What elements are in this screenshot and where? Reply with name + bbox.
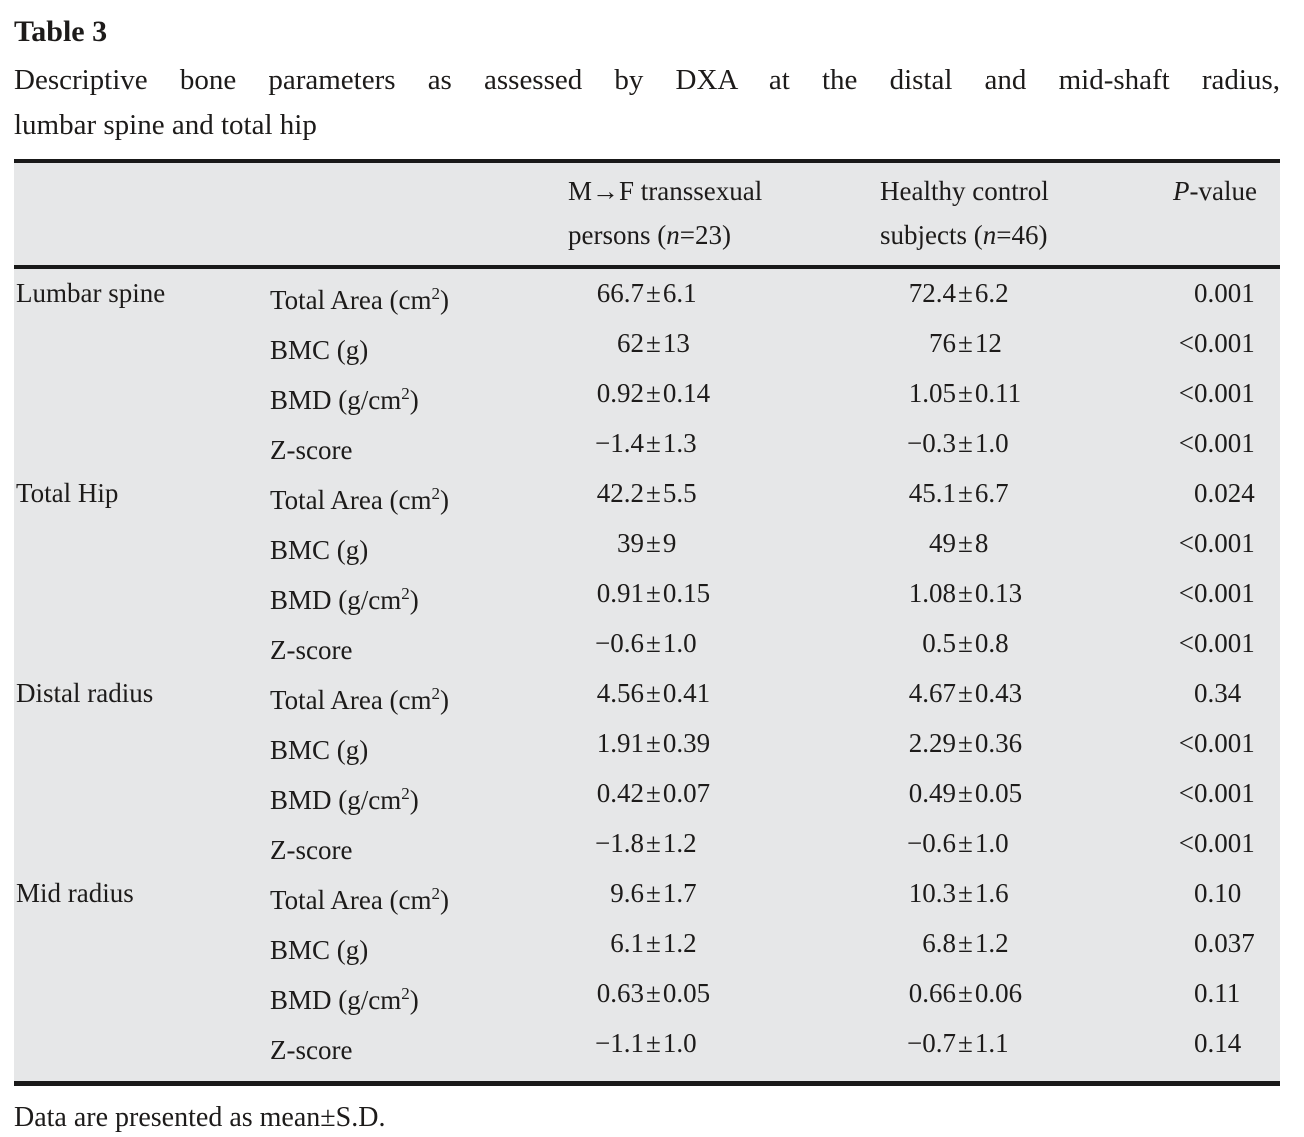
sd-value: 1.1 (974, 1028, 1009, 1058)
plus-minus-sign: ± (958, 528, 973, 558)
header-row (14, 161, 1280, 267)
parameter-text-close: ) (440, 685, 450, 715)
mean-value: 1.08 (908, 578, 956, 608)
parameter-cell (270, 672, 568, 722)
p-value: 0.001 (1194, 378, 1255, 408)
site-cell (14, 772, 270, 822)
plus-minus-sign: ± (646, 828, 661, 858)
sd-value: 1.3 (662, 428, 697, 458)
control-value-cell (880, 622, 1170, 672)
header-control-column (880, 161, 1170, 267)
mean-value: 62 (617, 328, 644, 358)
parameter-text: Z-score (270, 835, 353, 865)
parameter-cell (270, 422, 568, 472)
transsexual-value-cell (568, 722, 880, 772)
control-value-cell (880, 872, 1170, 922)
plus-minus-sign: ± (646, 728, 661, 758)
parameter-cell (270, 322, 568, 372)
sd-value: 8 (974, 528, 989, 558)
plus-minus-sign: ± (958, 578, 973, 608)
p-value: 0.001 (1194, 328, 1255, 358)
header-parameter-column (270, 161, 568, 267)
mean-value: 0.66 (908, 978, 956, 1008)
p-value: 0.001 (1194, 428, 1255, 458)
mean-value: 6.8 (922, 928, 956, 958)
parameter-cell (270, 822, 568, 872)
p-value-cell (1170, 322, 1280, 372)
sd-value: 1.2 (662, 828, 697, 858)
transsexual-value-cell (568, 972, 880, 1022)
site-cell: Mid radius (16, 878, 134, 908)
plus-minus-sign: ± (958, 628, 973, 658)
table-row (14, 772, 1280, 822)
less-than-sign: < (1178, 328, 1194, 358)
sd-value: 0.15 (662, 578, 711, 608)
sd-value: 0.06 (974, 978, 1023, 1008)
table-row (14, 822, 1280, 872)
site-cell (14, 1022, 270, 1084)
sd-value: 1.0 (662, 628, 697, 658)
table-header (14, 161, 1280, 267)
table-row (14, 1022, 1280, 1084)
control-value-cell (880, 972, 1170, 1022)
mean-value: −0.7 (907, 1028, 956, 1058)
sd-value: 0.41 (662, 678, 711, 708)
less-than-sign: < (1178, 528, 1194, 558)
p-value-cell (1170, 422, 1280, 472)
control-value-cell (880, 372, 1170, 422)
table-row (14, 722, 1280, 772)
header-pvalue-column (1170, 161, 1280, 267)
parameter-cell (270, 522, 568, 572)
header-control-line2 (880, 213, 1170, 257)
sd-value: 0.36 (974, 728, 1023, 758)
mean-value: 0.49 (908, 778, 956, 808)
p-value-cell (1170, 372, 1280, 422)
control-value-cell (880, 422, 1170, 472)
table-caption (14, 58, 1280, 148)
control-value-cell (880, 472, 1170, 522)
mean-value: 66.7 (596, 278, 644, 308)
parameter-cell (270, 267, 568, 322)
parameter-cell (270, 622, 568, 672)
table-row (14, 922, 1280, 972)
p-value-cell (1170, 922, 1280, 972)
header-text: -value (1189, 176, 1257, 206)
site-cell (14, 572, 270, 622)
plus-minus-sign: ± (646, 578, 661, 608)
table-caption-line1: Descriptive bone parameters as assessed by DXA at the distal and mid-shaft radius, (14, 64, 1280, 96)
mean-value: −0.6 (595, 628, 644, 658)
plus-minus-sign: ± (646, 678, 661, 708)
transsexual-value-cell (568, 922, 880, 972)
site-cell: Distal radius (16, 678, 154, 708)
sd-value: 0.07 (662, 778, 711, 808)
p-value: 0.001 (1194, 628, 1255, 658)
mean-value: −0.6 (907, 828, 956, 858)
p-value-cell (1170, 572, 1280, 622)
mean-value: −0.3 (907, 428, 956, 458)
sd-value: 1.0 (974, 428, 1009, 458)
table-row (14, 622, 1280, 672)
site-cell: Lumbar spine (16, 278, 166, 308)
parameter-text: BMD (g/cm (270, 385, 402, 415)
sd-value: 0.05 (662, 978, 711, 1008)
less-than-sign: < (1178, 578, 1194, 608)
header-control-line1: Healthy control (880, 176, 1049, 206)
p-value: 0.11 (1194, 978, 1241, 1008)
plus-minus-sign: ± (958, 878, 973, 908)
p-value-cell (1170, 822, 1280, 872)
control-value-cell (880, 522, 1170, 572)
table-row (14, 372, 1280, 422)
control-value-cell (880, 722, 1170, 772)
parameter-text-close: ) (409, 985, 419, 1015)
p-value-cell (1170, 772, 1280, 822)
plus-minus-sign: ± (646, 478, 661, 508)
sd-value: 0.8 (974, 628, 1009, 658)
header-text: persons ( (568, 220, 667, 250)
control-value-cell (880, 822, 1170, 872)
header-transsexual-column (568, 161, 880, 267)
parameter-text: Z-score (270, 435, 353, 465)
p-value-cell (1170, 472, 1280, 522)
transsexual-value-cell (568, 772, 880, 822)
table-row (14, 522, 1280, 572)
mean-value: 10.3 (908, 878, 956, 908)
site-cell (14, 372, 270, 422)
sd-value: 9 (662, 528, 677, 558)
plus-minus-sign: ± (958, 978, 973, 1008)
header-site-column (14, 161, 270, 267)
sd-value: 1.2 (974, 928, 1009, 958)
parameter-text: BMC (g) (270, 735, 369, 765)
transsexual-value-cell (568, 322, 880, 372)
sd-value: 6.2 (974, 278, 1009, 308)
parameter-text: Total Area (cm (270, 885, 432, 915)
plus-minus-sign: ± (958, 928, 973, 958)
plus-minus-sign: ± (646, 778, 661, 808)
parameter-text: BMC (g) (270, 535, 369, 565)
p-value: 0.14 (1194, 1028, 1242, 1058)
transsexual-value-cell (568, 372, 880, 422)
table-row (14, 472, 1280, 522)
parameter-cell (270, 472, 568, 522)
sd-value: 0.05 (974, 778, 1023, 808)
site-cell (14, 722, 270, 772)
sd-value: 6.7 (974, 478, 1009, 508)
table-row (14, 672, 1280, 722)
sd-value: 1.6 (974, 878, 1009, 908)
transsexual-value-cell (568, 622, 880, 672)
less-than-sign: < (1178, 828, 1194, 858)
p-value-cell (1170, 722, 1280, 772)
table-row (14, 422, 1280, 472)
mean-value: 42.2 (596, 478, 644, 508)
parameter-text-close: ) (409, 585, 419, 615)
sd-value: 0.13 (974, 578, 1023, 608)
plus-minus-sign: ± (958, 328, 973, 358)
sd-value: 0.11 (974, 378, 1022, 408)
p-value: 0.001 (1194, 578, 1255, 608)
plus-minus-sign: ± (958, 428, 973, 458)
table-body (14, 267, 1280, 1084)
parameter-text-close: ) (440, 285, 450, 315)
plus-minus-sign: ± (958, 278, 973, 308)
sd-value: 0.39 (662, 728, 711, 758)
header-text: subjects ( (880, 220, 983, 250)
sd-value: 0.43 (974, 678, 1023, 708)
parameter-text: Total Area (cm (270, 685, 432, 715)
parameter-cell (270, 872, 568, 922)
table-footnote: Data are presented as mean±S.D. (14, 1102, 386, 1133)
table-label: Table 3 (14, 15, 108, 48)
sd-value: 13 (662, 328, 690, 358)
plus-minus-sign: ± (646, 328, 661, 358)
mean-value: 45.1 (908, 478, 956, 508)
parameter-cell (270, 972, 568, 1022)
superscript: 2 (431, 284, 441, 303)
p-value: 0.001 (1194, 728, 1255, 758)
mean-value: 0.91 (596, 578, 644, 608)
p-value: 0.001 (1194, 828, 1255, 858)
less-than-sign: < (1178, 728, 1194, 758)
parameter-text-close: ) (409, 385, 419, 415)
plus-minus-sign: ± (646, 378, 661, 408)
p-value-cell (1170, 267, 1280, 322)
site-cell (14, 922, 270, 972)
control-value-cell (880, 772, 1170, 822)
p-value-cell (1170, 872, 1280, 922)
mean-value: 9.6 (610, 878, 644, 908)
plus-minus-sign: ± (646, 928, 661, 958)
table-row (14, 267, 1280, 322)
plus-minus-sign: ± (958, 1028, 973, 1058)
mean-value: 1.05 (908, 378, 956, 408)
parameter-text: Z-score (270, 1035, 353, 1065)
n-variable: n (982, 220, 997, 250)
p-value-cell (1170, 522, 1280, 572)
table-caption-line2: lumbar spine and total hip (14, 109, 317, 141)
parameter-text: BMC (g) (270, 335, 369, 365)
header-transsexual-line2 (568, 213, 880, 257)
superscript: 2 (401, 584, 410, 603)
p-value: 0.001 (1194, 528, 1255, 558)
control-value-cell (880, 672, 1170, 722)
mean-value: 0.5 (922, 628, 956, 658)
mean-value: 4.56 (596, 678, 644, 708)
p-value-cell (1170, 972, 1280, 1022)
mean-value: 2.29 (908, 728, 956, 758)
plus-minus-sign: ± (646, 978, 661, 1008)
sd-value: 1.0 (974, 828, 1009, 858)
less-than-sign: < (1178, 628, 1194, 658)
site-cell (14, 522, 270, 572)
transsexual-value-cell (568, 572, 880, 622)
sd-value: 1.7 (662, 878, 697, 908)
superscript: 2 (401, 984, 410, 1003)
site-cell (14, 972, 270, 1022)
plus-minus-sign: ± (958, 728, 973, 758)
control-value-cell (880, 572, 1170, 622)
mean-value: −1.1 (595, 1028, 644, 1058)
mean-value: 49 (929, 528, 956, 558)
plus-minus-sign: ± (958, 678, 973, 708)
control-value-cell (880, 1022, 1170, 1084)
parameter-cell (270, 572, 568, 622)
mean-value: 76 (929, 328, 956, 358)
mean-value: 0.92 (596, 378, 644, 408)
superscript: 2 (401, 784, 410, 803)
site-cell: Total Hip (16, 478, 119, 508)
sd-value: 1.2 (662, 928, 697, 958)
sd-value: 6.1 (662, 278, 697, 308)
p-value-cell (1170, 1022, 1280, 1084)
plus-minus-sign: ± (958, 478, 973, 508)
plus-minus-sign: ± (646, 1028, 661, 1058)
superscript: 2 (431, 484, 441, 503)
plus-minus-sign: ± (646, 278, 661, 308)
mean-value: 4.67 (908, 678, 956, 708)
parameter-text-close: ) (440, 885, 450, 915)
p-value: 0.001 (1194, 278, 1255, 308)
superscript: 2 (431, 884, 441, 903)
header-text: =23) (679, 220, 731, 250)
p-value-cell (1170, 672, 1280, 722)
table-row (14, 972, 1280, 1022)
parameter-text-close: ) (409, 785, 419, 815)
parameter-text: BMD (g/cm (270, 785, 402, 815)
table-row (14, 872, 1280, 922)
p-value: 0.024 (1194, 478, 1255, 508)
p-value: 0.037 (1194, 928, 1255, 958)
mean-value: 0.42 (596, 778, 644, 808)
transsexual-value-cell (568, 267, 880, 322)
p-value: 0.34 (1194, 678, 1242, 708)
less-than-sign: < (1178, 428, 1194, 458)
mean-value: 1.91 (596, 728, 644, 758)
parameter-text: Z-score (270, 635, 353, 665)
less-than-sign: < (1178, 778, 1194, 808)
plus-minus-sign: ± (958, 378, 973, 408)
header-transsexual-line1: M→F transsexual (568, 176, 763, 206)
control-value-cell (880, 922, 1170, 972)
parameter-text: Total Area (cm (270, 485, 432, 515)
sd-value: 0.14 (662, 378, 711, 408)
superscript: 2 (431, 684, 441, 703)
sd-value: 12 (974, 328, 1002, 358)
transsexual-value-cell (568, 822, 880, 872)
parameter-text-close: ) (440, 485, 450, 515)
bone-parameters-table (14, 159, 1280, 1086)
transsexual-value-cell (568, 672, 880, 722)
site-cell (14, 822, 270, 872)
transsexual-value-cell (568, 522, 880, 572)
parameter-text: BMD (g/cm (270, 985, 402, 1015)
site-cell (14, 322, 270, 372)
plus-minus-sign: ± (646, 528, 661, 558)
parameter-cell (270, 372, 568, 422)
p-value-cell (1170, 622, 1280, 672)
plus-minus-sign: ± (646, 628, 661, 658)
transsexual-value-cell (568, 422, 880, 472)
plus-minus-sign: ± (646, 878, 661, 908)
mean-value: 6.1 (610, 928, 644, 958)
control-value-cell (880, 267, 1170, 322)
parameter-cell (270, 722, 568, 772)
parameter-cell (270, 772, 568, 822)
mean-value: −1.4 (595, 428, 644, 458)
control-value-cell (880, 322, 1170, 372)
parameter-text: BMD (g/cm (270, 585, 402, 615)
transsexual-value-cell (568, 872, 880, 922)
mean-value: −1.8 (595, 828, 644, 858)
mean-value: 39 (617, 528, 644, 558)
plus-minus-sign: ± (958, 778, 973, 808)
parameter-cell (270, 922, 568, 972)
transsexual-value-cell (568, 472, 880, 522)
sd-value: 1.0 (662, 1028, 697, 1058)
plus-minus-sign: ± (958, 828, 973, 858)
table-row (14, 322, 1280, 372)
parameter-cell (270, 1022, 568, 1084)
mean-value: 0.63 (596, 978, 644, 1008)
site-cell (14, 622, 270, 672)
plus-minus-sign: ± (646, 428, 661, 458)
p-value: 0.001 (1194, 778, 1255, 808)
table-row (14, 572, 1280, 622)
sd-value: 5.5 (662, 478, 697, 508)
p-value: 0.10 (1194, 878, 1242, 908)
header-text: =46) (996, 220, 1048, 250)
parameter-text: BMC (g) (270, 935, 369, 965)
site-cell (14, 422, 270, 472)
less-than-sign: < (1178, 378, 1194, 408)
transsexual-value-cell (568, 1022, 880, 1084)
n-variable: n (666, 220, 680, 250)
p-variable: P (1173, 176, 1190, 206)
parameter-text: Total Area (cm (270, 285, 432, 315)
mean-value: 72.4 (908, 278, 956, 308)
superscript: 2 (401, 384, 410, 403)
